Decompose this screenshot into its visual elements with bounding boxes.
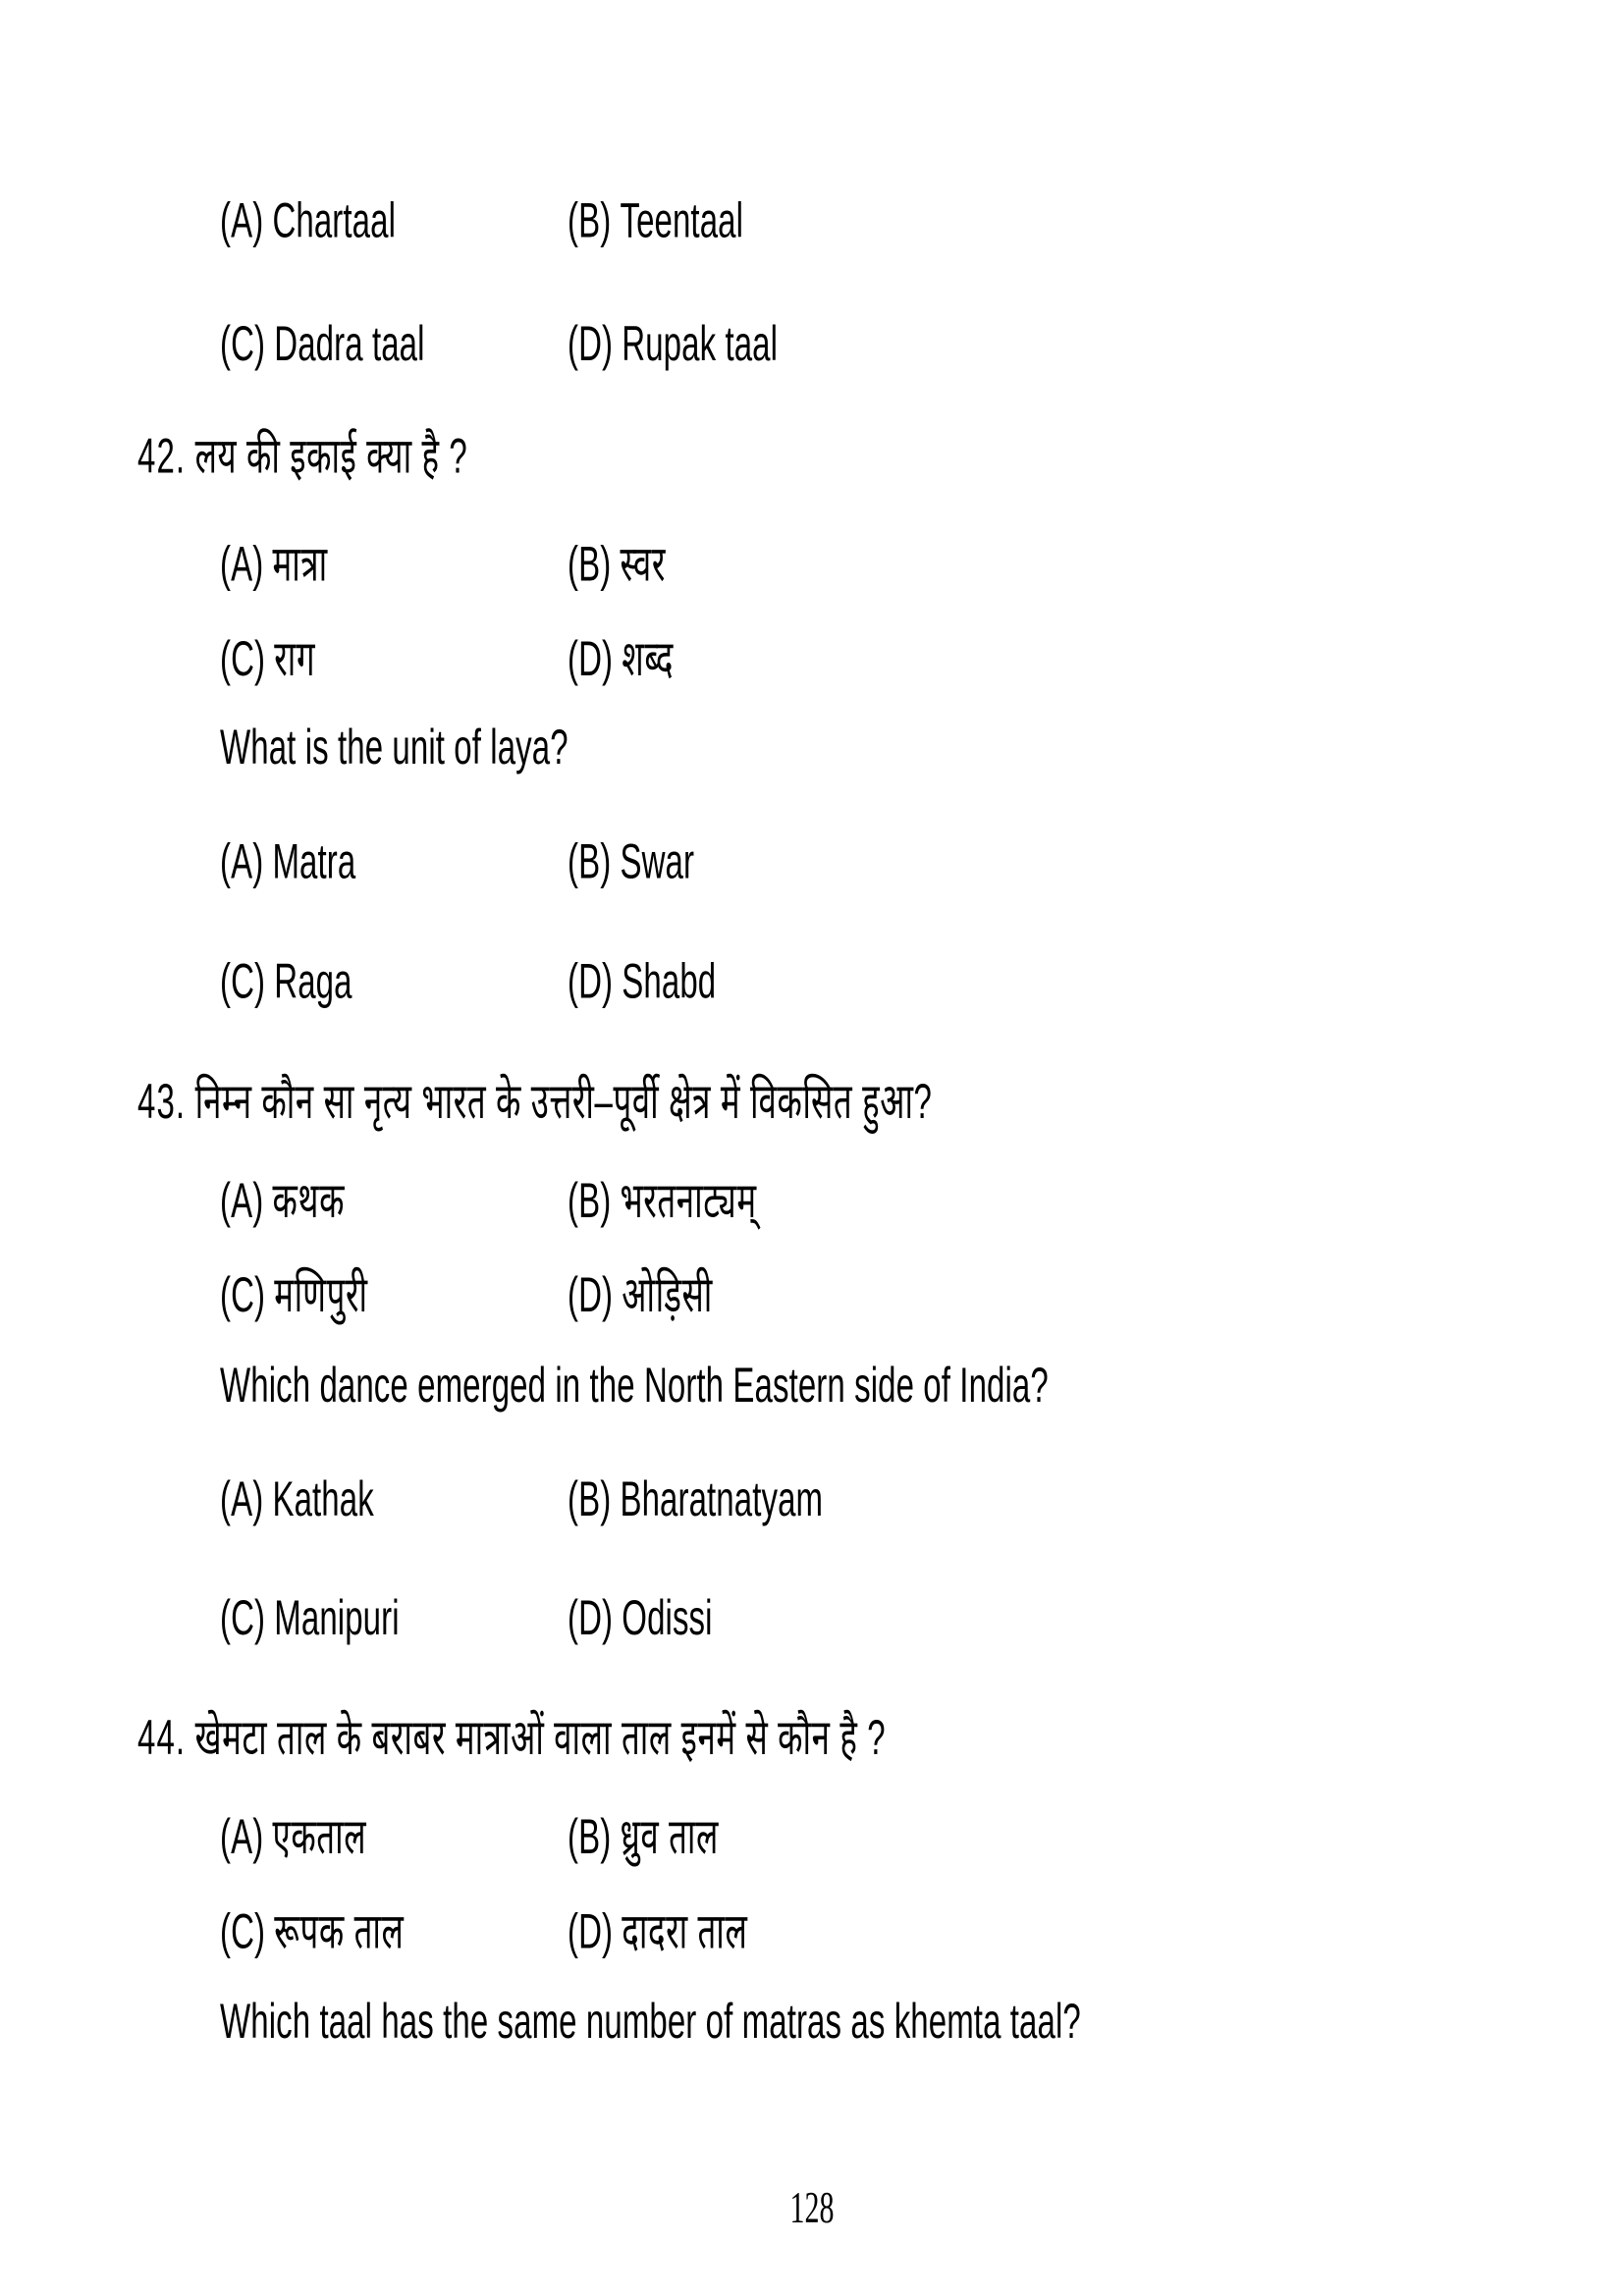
option-text: राग bbox=[274, 630, 316, 686]
option-row-carryover-a bbox=[220, 192, 396, 249]
question-42-english-option-b bbox=[568, 832, 694, 889]
question-43-english: Which dance emerged in the North Eastern side of India? bbox=[220, 1356, 1049, 1413]
option-text: भरतनाट्यम् bbox=[620, 1171, 757, 1228]
option-text: एकताल bbox=[272, 1808, 367, 1864]
option-row-carryover-b bbox=[568, 192, 743, 249]
question-43-hindi-option-d bbox=[568, 1259, 713, 1327]
option-text: Shabd bbox=[622, 952, 717, 1009]
question-44-hindi-option-c bbox=[220, 1896, 405, 1963]
question-44-hindi-option-b bbox=[568, 1801, 719, 1869]
option-tag: (D) bbox=[568, 1266, 614, 1322]
question-42-hindi-option-b bbox=[568, 528, 666, 596]
question-43-english-option-d bbox=[568, 1589, 713, 1646]
question-42-english-option-c bbox=[220, 953, 352, 1010]
question-number: 43. bbox=[137, 1073, 187, 1129]
option-text: स्वर bbox=[620, 535, 666, 592]
option-tag: (A) bbox=[220, 1171, 264, 1228]
option-text: मणिपुरी bbox=[274, 1266, 368, 1322]
question-44-hindi bbox=[137, 1706, 886, 1768]
option-text: Manipuri bbox=[274, 1588, 400, 1645]
option-tag: (C) bbox=[220, 952, 266, 1009]
question-43-english-option-c bbox=[220, 1589, 400, 1646]
question-text-hindi: खेमटा ताल के बराबर मात्राओं वाला ताल इनमें से कौन है ? bbox=[194, 1709, 887, 1765]
option-tag: (C) bbox=[220, 1266, 266, 1322]
option-text: Dadra taal bbox=[274, 315, 425, 371]
question-43-hindi-option-c bbox=[220, 1259, 368, 1327]
option-tag: (C) bbox=[220, 1588, 266, 1645]
question-44-hindi-option-a bbox=[220, 1801, 366, 1869]
option-text: Rupak taal bbox=[622, 315, 779, 371]
option-text: Bharatnatyam bbox=[620, 1470, 824, 1526]
option-tag: (C) bbox=[220, 630, 266, 686]
option-tag: (D) bbox=[568, 952, 614, 1009]
question-42-hindi-option-d bbox=[568, 622, 674, 690]
option-text: मात्रा bbox=[272, 535, 328, 592]
question-44-english: Which taal has the same number of matras as khemta taal? bbox=[220, 1993, 1081, 2049]
question-42-english-option-a bbox=[220, 832, 355, 889]
option-text: Odissi bbox=[622, 1588, 713, 1645]
option-text: Kathak bbox=[272, 1470, 374, 1526]
option-text: शब्द bbox=[622, 630, 675, 686]
question-42-hindi-option-a bbox=[220, 528, 328, 596]
question-42-hindi bbox=[137, 425, 467, 487]
question-43-hindi-option-b bbox=[568, 1164, 757, 1232]
option-tag: (A) bbox=[220, 1808, 264, 1864]
question-42-english-option-d bbox=[568, 953, 716, 1010]
option-tag: (D) bbox=[568, 315, 614, 371]
option-tag: (B) bbox=[568, 1808, 612, 1864]
option-text: Teentaal bbox=[620, 191, 744, 248]
option-tag: (B) bbox=[568, 832, 612, 889]
option-tag: (D) bbox=[568, 630, 614, 686]
question-number: 44. bbox=[137, 1709, 187, 1765]
option-tag: (C) bbox=[220, 1902, 266, 1959]
question-42-hindi-option-c bbox=[220, 622, 315, 690]
option-row-carryover-d bbox=[568, 315, 778, 372]
question-42-english: What is the unit of laya? bbox=[220, 719, 568, 774]
option-tag: (B) bbox=[568, 535, 612, 592]
option-tag: (B) bbox=[568, 191, 612, 248]
option-row-carryover-c bbox=[220, 315, 425, 372]
option-text: कथक bbox=[272, 1171, 346, 1228]
option-text: रूपक ताल bbox=[274, 1902, 405, 1959]
option-tag: (A) bbox=[220, 535, 264, 592]
option-tag: (D) bbox=[568, 1588, 614, 1645]
page-number: 128 bbox=[789, 2183, 835, 2233]
question-43-english-option-a bbox=[220, 1470, 374, 1527]
option-text: Swar bbox=[620, 832, 695, 889]
question-43-hindi bbox=[137, 1070, 932, 1132]
option-tag: (C) bbox=[220, 315, 266, 371]
option-text: Matra bbox=[272, 832, 356, 889]
option-text: ध्रुव ताल bbox=[620, 1808, 720, 1864]
question-number: 42. bbox=[137, 427, 187, 484]
question-text-hindi: लय की इकाई क्या है ? bbox=[194, 427, 468, 484]
option-tag: (A) bbox=[220, 191, 264, 248]
question-text-hindi: निम्न कौन सा नृत्य भारत के उत्तरी–पूर्वी क्षेत्र में विकसित हुआ? bbox=[194, 1073, 933, 1129]
question-44-hindi-option-d bbox=[568, 1896, 747, 1963]
option-tag: (B) bbox=[568, 1470, 612, 1526]
option-text: दादरा ताल bbox=[622, 1902, 748, 1959]
option-tag: (A) bbox=[220, 1470, 264, 1526]
option-text: Raga bbox=[274, 952, 352, 1009]
question-43-english-option-b bbox=[568, 1470, 823, 1527]
option-text: Chartaal bbox=[272, 191, 397, 248]
option-tag: (A) bbox=[220, 832, 264, 889]
option-tag: (B) bbox=[568, 1171, 612, 1228]
option-text: ओड़िसी bbox=[622, 1266, 713, 1322]
option-tag: (D) bbox=[568, 1902, 614, 1959]
question-43-hindi-option-a bbox=[220, 1164, 345, 1232]
